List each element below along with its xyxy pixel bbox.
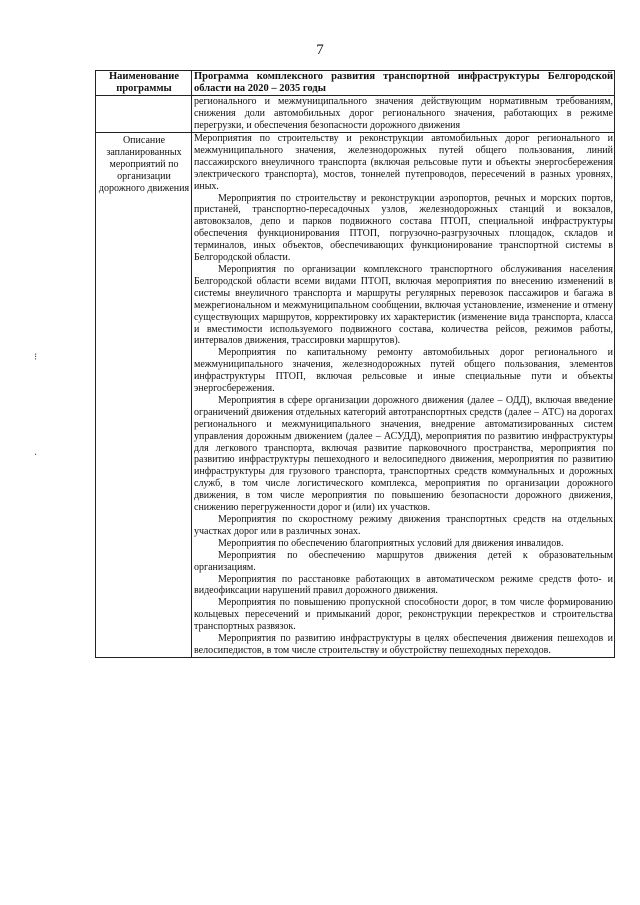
paragraph: Мероприятия по повышению пропускной способности дорог, в том числе формированию кольцевых пересечений и примыканий дорог, реконструкции перекрестков и строительства транспортных развязок. — [194, 597, 613, 633]
empty-cell — [96, 96, 192, 133]
table-row — [96, 133, 615, 658]
paragraph: Мероприятия по расстановке работающих в автоматическом режиме средств фото- и видеофиксации нарушений правил дорожного движения. — [194, 573, 613, 597]
table-row — [96, 96, 615, 133]
paragraph: Мероприятия по капитальному ремонту автомобильных дорог регионального и межмуниципального значения, железнодорожных путей общего пользования, элементов инфраструктуры ПТОП, включая рельсовые и иные специальные пути и объекты энергосбережения. — [194, 347, 613, 395]
section-label: Описание запланированных мероприятий по организации дорожного движения — [96, 133, 192, 658]
paragraph: Мероприятия по организации комплексного транспортного обслуживания населения Белгородской области всеми видами ПТОП, включая мероприятия по внесению изменений в системы внеуличного транспорта и маршруты регулярных перевозок пассажиров и багажа в межрегиональном и межмуниципальном сообщении, включая установление, изменение и отмену существующих маршрутов, корректировку их характеристик (изменение вида транспорта, класса и вместимости используемого подвижного состава, количества рейсов, режимов работы, интервалов движения, трассировки маршрутов). — [194, 263, 613, 347]
paragraph: Мероприятия по развитию инфраструктуры в целях обеспечения движения пешеходов и велосипедистов, в том числе строительству и обустройству пешеходных переходов. — [194, 633, 613, 656]
paragraph: Мероприятия по обеспечению благоприятных условий для движения инвалидов. — [218, 537, 564, 549]
scan-speck-decoration: · — [34, 450, 38, 461]
paragraph: Мероприятия в сфере организации дорожного движения (далее – ОДД), включая введение ограничений движения отдельных категорий автотранспортных средств (далее – АТС) на дорогах регионального и межмуниципального значения, внедрение автоматизированных систем управления дорожным движением (далее – АСУДД), мероприятия по развитию инфраструктуры для легкового транспорта, включая развитие парковочного пространства, мероприятия по развитию инфраструктуры пешеходного и велосипедного движения, мероприятия по развитию инфраструктуры для грузового транспорта, транспортных средств коммунальных и дорожных служб, в том числе логистического комплекса, мероприятия по организации дорожного движения, в том числе мероприятия по повышению безопасности дорожного движения, снижению перегруженности дорог и (или) их участков. — [194, 394, 613, 514]
continuation-text: регионального и межмуниципального значения действующим нормативным требованиям, снижения доли автомобильных дорог регионального значения, работающих в режиме перегрузки, и обеспечения безопасности дорожного движения — [194, 96, 613, 131]
paragraph: Мероприятия по строительству и реконструкции автомобильных дорог регионального и межмуниципального значения, железнодорожных путей общего пользования, линий пассажирского внеуличного транспорта (включая рельсовые пути и объекты энергосбережения электрического транспорта), мостов, тоннелей путепроводов, пересечений в разных уровнях, иных. — [194, 133, 613, 192]
continuation-cell — [192, 96, 615, 133]
table-header-row — [96, 71, 615, 96]
program-table — [95, 70, 615, 658]
page-number: 7 — [316, 42, 324, 58]
paragraph: Мероприятия по скоростному режиму движения транспортных средств на отдельных участках дорог или в различных зонах. — [194, 514, 613, 537]
scan-speck-decoration: ⁝ — [34, 352, 38, 363]
paragraph: Мероприятия по обеспечению маршрутов движения детей к образовательным организациям. — [194, 549, 613, 573]
section-content — [192, 133, 615, 658]
header-col-program-name: Наименование программы — [96, 71, 192, 96]
paragraph: Мероприятия по строительству и реконструкции аэропортов, речных и морских портов, пристаней, транспортно-пересадочных узлов, железнодорожных станций и вокзалов, автовокзалов, депо и парков подвижного состава ПТОП, специальной инфраструктуры обеспечения функционирования ПТОП, погрузочно-разгрузочных площадок, складов и терминалов, иных объектов, обеспечивающих функционирование транспортной системы в Белгородской области. — [194, 192, 613, 264]
header-col-program-title: Программа комплексного развития транспортной инфраструктуры Белгородской области на 2020 – 2035 годы — [192, 71, 615, 96]
